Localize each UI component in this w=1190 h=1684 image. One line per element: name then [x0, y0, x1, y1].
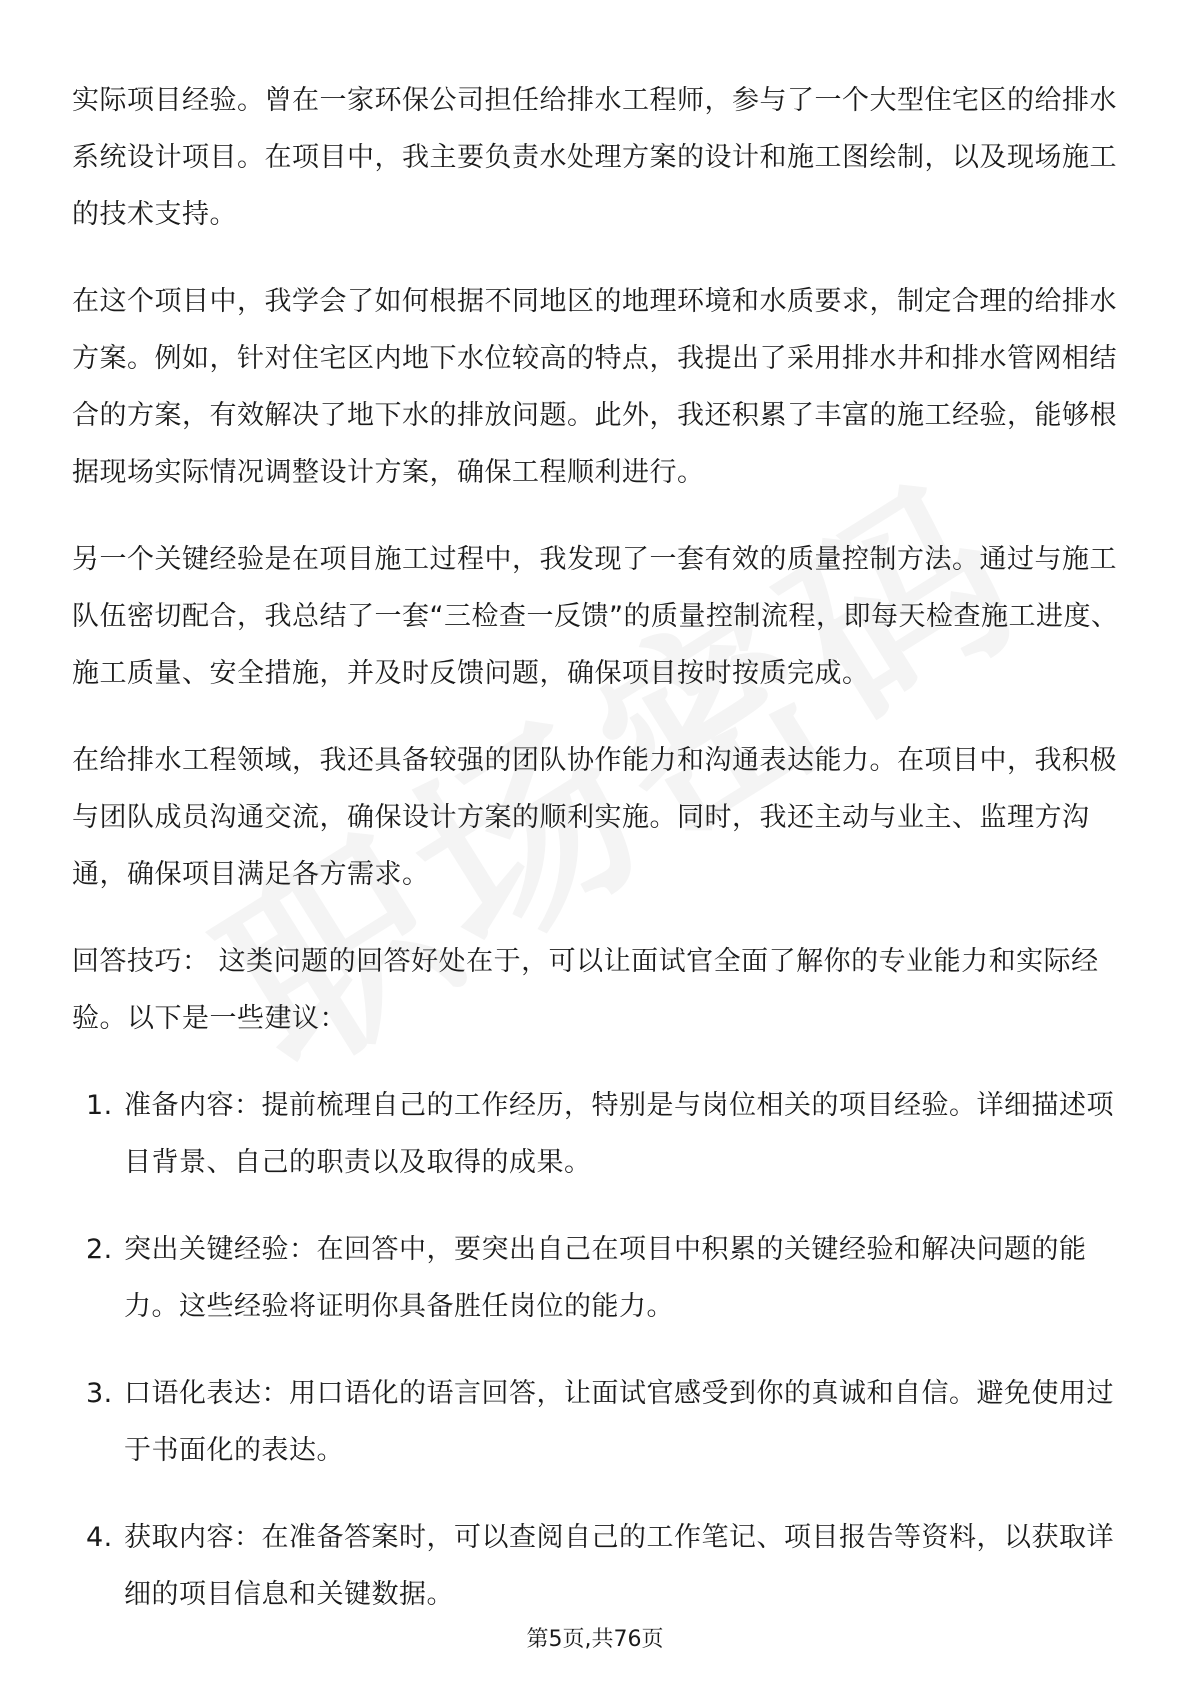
page-number: 第5页,共76页	[526, 1627, 664, 1652]
document-body	[72, 72, 1122, 1653]
tips-list	[72, 1077, 1122, 1623]
paragraph-answer-tips: 回答技巧： 这类问题的回答好处在于，可以让面试官全面了解你的专业能力和实际经验。以下是一些建议：	[72, 946, 1099, 1034]
list-item-text: 口语化表达：用口语化的语言回答，让面试官感受到你的真诚和自信。避免使用过于书面化的表达。	[124, 1378, 1114, 1466]
list-item-text: 获取内容：在准备答案时，可以查阅自己的工作笔记、项目报告等资料，以获取详细的项目信息和关键数据。	[124, 1522, 1114, 1610]
list-item	[72, 1509, 1122, 1623]
paragraph-teamwork: 在给排水工程领域，我还具备较强的团队协作能力和沟通表达能力。在项目中，我积极与团队成员沟通交流，确保设计方案的顺利实施。同时，我还主动与业主、监理方沟通，确保项目满足各方需求。	[72, 745, 1117, 890]
paragraph-project-experience: 实际项目经验。曾在一家环保公司担任给排水工程师，参与了一个大型住宅区的给排水系统设计项目。在项目中，我主要负责水处理方案的设计和施工图绘制，以及现场施工的技术支持。	[72, 85, 1117, 230]
paragraph-quality-control: 另一个关键经验是在项目施工过程中，我发现了一套有效的质量控制方法。通过与施工队伍密切配合，我总结了一套“三检查一反馈”的质量控制流程，即每天检查施工进度、施工质量、安全措施，并及时反馈问题，确保项目按时按质完成。	[72, 544, 1119, 689]
list-number: 2.	[86, 1234, 113, 1265]
list-number: 3.	[86, 1378, 113, 1409]
list-item	[72, 1365, 1122, 1479]
list-item-text: 突出关键经验：在回答中，要突出自己在项目中积累的关键经验和解决问题的能力。这些经验将证明你具备胜任岗位的能力。	[124, 1234, 1087, 1322]
list-item	[72, 1077, 1122, 1191]
list-number: 4.	[86, 1522, 113, 1553]
paragraph-learned-lessons: 在这个项目中，我学会了如何根据不同地区的地理环境和水质要求，制定合理的给排水方案。例如，针对住宅区内地下水位较高的特点，我提出了采用排水井和排水管网相结合的方案，有效解决了地下水的排放问题。此外，我还积累了丰富的施工经验，能够根据现场实际情况调整设计方案，确保工程顺利进行。	[72, 286, 1117, 488]
list-item	[72, 1221, 1122, 1335]
list-item-text: 准备内容：提前梳理自己的工作经历，特别是与岗位相关的项目经验。详细描述项目背景、自己的职责以及取得的成果。	[124, 1090, 1114, 1178]
list-number: 1.	[86, 1090, 113, 1121]
